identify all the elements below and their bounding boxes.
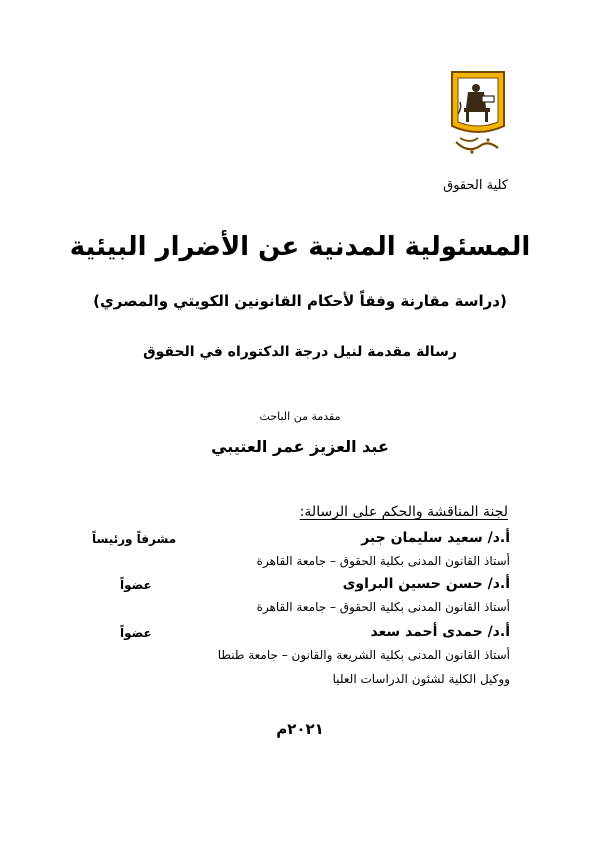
committee-member-role: مشرفاً ورئيساً [92, 532, 177, 546]
committee-member-role: عضواً [120, 626, 152, 640]
degree-statement: رسالة مقدمة لنيل درجة الدكتوراه في الحقوق [143, 344, 457, 360]
committee-member-name: أ.د/ حسن حسين البراوى [342, 576, 510, 592]
faculty-name: كلية الحقوق [443, 178, 508, 193]
thesis-subtitle: (دراسة مقارنة وفقاً لأحكام القانونين الكويتي والمصري) [93, 292, 507, 310]
committee-member-name: أ.د/ حمدى أحمد سعد [370, 624, 510, 640]
thesis-year: ٢٠٢١م [276, 720, 324, 738]
committee-member-affiliation: أستاذ القانون المدنى بكلية الحقوق – جامعة القاهرة [256, 554, 510, 568]
cairo-university-logo [448, 68, 508, 158]
committee-heading: لجنة المناقشة والحكم على الرسالة: [299, 504, 508, 520]
committee-member-affiliation: أستاذ القانون المدنى بكلية الحقوق – جامعة القاهرة [256, 600, 510, 614]
committee-member-affiliation: ووكيل الكلية لشئون الدراسات العليا [332, 672, 510, 686]
committee-member-role: عضواً [120, 578, 152, 592]
researcher-name: عبد العزيز عمر العتيبي [211, 437, 389, 456]
committee-member-affiliation: أستاذ القانون المدنى بكلية الشريعة والقانون – جامعة طنطا [217, 648, 510, 662]
committee-member-name: أ.د/ سعيد سليمان جبر [361, 530, 510, 546]
presented-by-label: مقدمة من الباحث [259, 410, 341, 423]
thesis-title: المسئولية المدنية عن الأضرار البيئية [69, 232, 531, 262]
